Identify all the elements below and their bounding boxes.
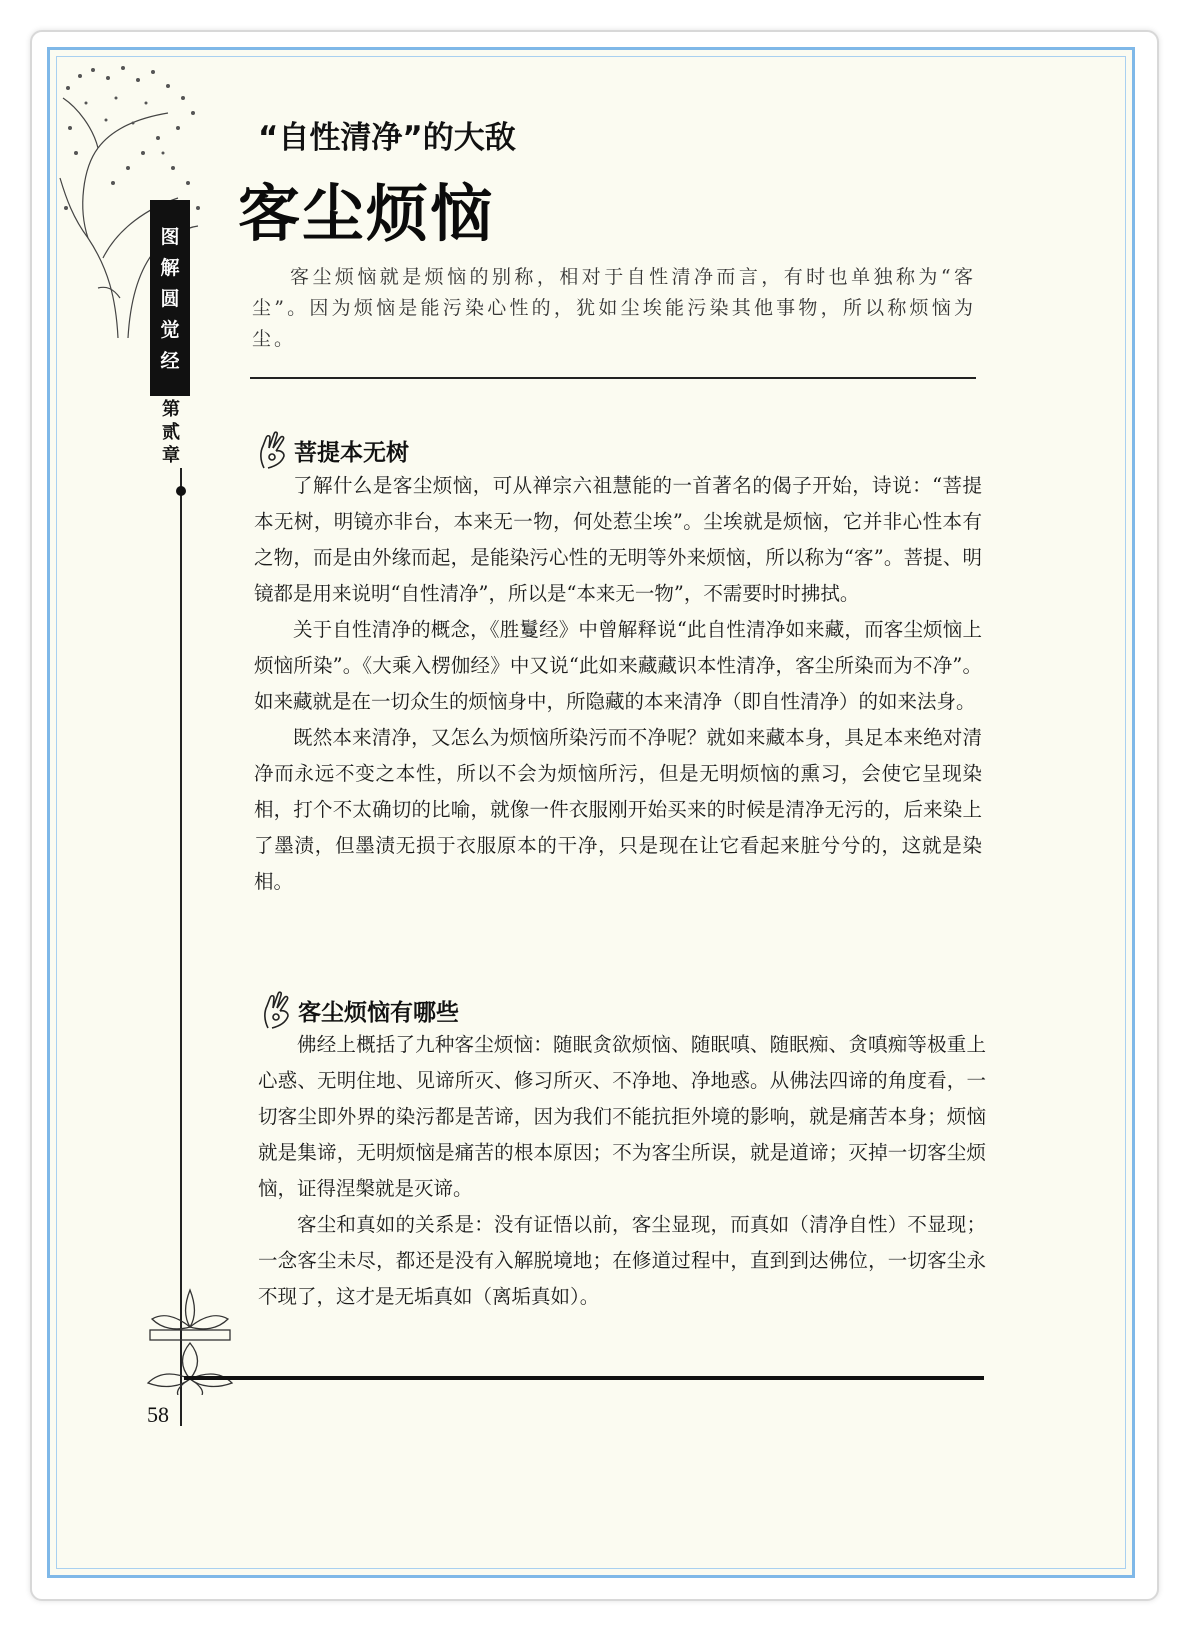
paragraph: 关于自性清净的概念，《胜鬘经》中曾解释说“此自性清净如来藏，而客尘烦恼上烦恼所染”。《大乘入楞伽经》中又说“此如来藏藏识本性清净，客尘所染而为不净”。如来藏就是在一切众生的烦恼身中，所隐藏的本来清净（即自性清净）的如来法身。 [254,618,982,713]
mudra-hand-icon [258,990,294,1030]
section-body [258,1027,986,1315]
sidebar-dot [176,486,186,496]
section-heading-bodhi [254,430,409,470]
chapter-label [152,398,190,467]
divider [250,377,976,379]
sidebar-rule [180,468,182,1426]
paragraph: 既然本来清净，又怎么为烦恼所染污而不净呢？就如来藏本身，具足本来绝对清净而永远不变之本性，所以不会为烦恼所污，但是无明烦恼的熏习，会使它呈现染相，打个不太确切的比喻，就像一件衣服刚开始买来的时候是清净无污的，后来染上了墨渍，但墨渍无损于衣服原本的干净，只是现在让它看起来脏兮兮的，这就是染相。 [254,726,982,893]
intro-paragraph: 客尘烦恼就是烦恼的别称，相对于自性清净而言，有时也单独称为“客尘”。因为烦恼是能污染心性的，犹如尘埃能污染其他事物，所以称烦恼为尘。 [252,266,976,350]
section-heading-text: 菩提本无树 [294,439,409,466]
section-heading-klesha [258,990,459,1030]
book-title [150,222,190,377]
book-title-tab [150,200,190,396]
paragraph: 客尘和真如的关系是：没有证悟以前，客尘显现，而真如（清净自性）不显现；一念客尘未尽，都还是没有入解脱境地；在修道过程中，直到到达佛位，一切客尘永不现了，这才是无垢真如（离垢真如）。 [258,1213,986,1308]
page-number: 58 [147,1402,169,1427]
footer-divider [184,1376,984,1380]
book-title-text: 图解圆觉经 [160,226,180,372]
paragraph: 了解什么是客尘烦恼，可从禅宗六祖慧能的一首著名的偈子开始，诗说：“菩提本无树，明镜亦非台，本来无一物，何处惹尘埃”。尘埃就是烦恼，它并非心性本有之物，而是由外缘而起，是能染污心性的无明等外来烦恼，所以称为“客”。菩提、明镜都是用来说明“自性清净”，所以是“本来无一物”，不需要时时拂拭。 [254,474,982,605]
mudra-hand-icon [254,430,290,470]
chapter-text: 第贰章 [162,399,180,466]
section-body [254,468,982,900]
subtitle: “自性清净”的大敌 [258,120,516,156]
paragraph: 佛经上概括了九种客尘烦恼：随眠贪欲烦恼、随眠嗔、随眠痴、贪嗔痴等极重上心惑、无明住地、见谛所灭、修习所灭、不净地、净地惑。从佛法四谛的角度看，一切客尘即外界的染污都是苦谛，因为我们不能抗拒外境的影响，就是痛苦本身；烦恼就是集谛，无明烦恼是痛苦的根本原因；不为客尘所误，就是道谛；灭掉一切客尘烦恼，证得涅槃就是灭谛。 [258,1033,986,1200]
page-title: 客尘烦恼 [238,177,495,250]
section-heading-text: 客尘烦恼有哪些 [298,999,459,1026]
